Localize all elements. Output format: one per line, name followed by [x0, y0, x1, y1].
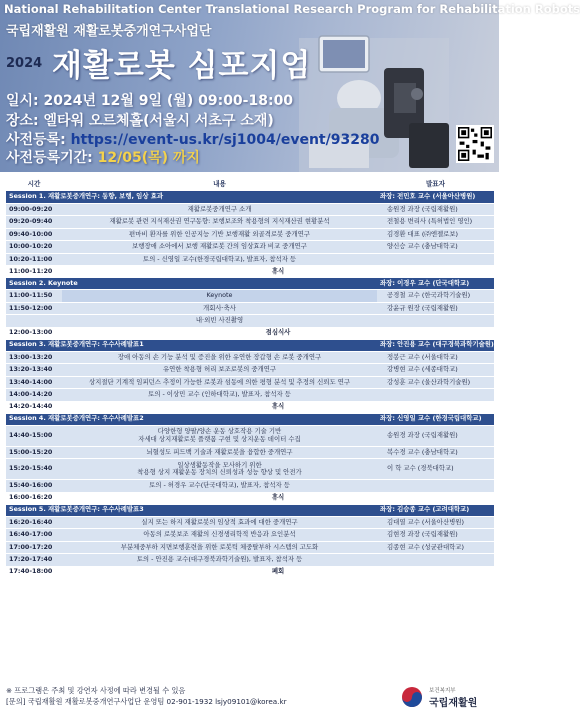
talk-time: 13:00-13:20: [6, 351, 62, 364]
talk-title: 토의 - 신영일 교수(한경국립대학교), 발표자, 참석자 등: [62, 253, 377, 266]
date-value: 2024년 12월 9일 (월) 09:00-18:00: [43, 93, 294, 109]
talk-speaker: 전철용 변리사 (특허법인 영인): [377, 216, 494, 229]
table-row: [6, 480, 494, 493]
talk-title: 재활로봇 관련 지식재산권 연구동향: 보행보조와 착용형의 지식재산권 현황분석: [62, 216, 377, 229]
break-row: [6, 327, 494, 339]
table-row: [6, 389, 494, 402]
talk-speaker: 양신승 교수 (충남대학교): [377, 241, 494, 254]
talk-title: 장애 아동의 손 기능 분석 및 증진을 위한 유연한 장갑형 손 로봇 중개연구: [62, 351, 377, 364]
talk-title: 토의 - 허경우 교수(단국대학교), 발표자, 참석자 등: [62, 480, 377, 493]
session-header-row: [6, 413, 494, 425]
header-speaker: 발표자: [377, 179, 494, 191]
event-title: 재활로봇 심포지엄: [52, 48, 312, 84]
session-chair: 좌장: 전민호 교수 (서울아산병원): [377, 191, 494, 203]
deadline-line: [6, 147, 200, 167]
talk-title: 실지 또는 하지 재활로봇의 임상적 효과에 대한 중개연구: [62, 516, 377, 529]
break-time: 16:00-16:20: [6, 492, 62, 504]
talk-time: 09:00-09:20: [6, 203, 62, 216]
break-row: [6, 266, 494, 278]
deadline-value: 12/05(목) 까지: [97, 150, 200, 166]
talk-title: 다양한형 양팔/양손 운동 상호작용 기술 기반 자세대 상지재활로봇 플랫폼 구현 및 상지운동 데이터 수집: [62, 425, 377, 446]
talk-speaker: [377, 253, 494, 266]
poster-header: [0, 0, 580, 172]
talk-title: 보행장애 소아에서 보행 재활로봇 간의 임상효과 비교 중개연구: [62, 241, 377, 254]
table-row: [6, 315, 494, 328]
talk-time: 14:00-14:20: [6, 389, 62, 402]
deadline-label: 사전등록기간:: [6, 150, 93, 166]
talk-speaker: 정봉근 교수 (서울대학교): [377, 351, 494, 364]
table-row: [6, 554, 494, 567]
organization-name: 국립재활원 재활로봇중개연구사업단: [6, 24, 212, 39]
venue-value: 엘타워 오르체홀(서울시 서초구 소재): [43, 113, 274, 129]
session-chair: 좌장: 김승종 교수 (고려대학교): [377, 504, 494, 516]
table-row: [6, 529, 494, 542]
session-title: Session 3. 재활로봇중개연구: 우수사례발표1: [6, 339, 377, 351]
table-row: [6, 241, 494, 254]
session-chair: 좌장: 이경우 교수 (단국대학교): [377, 278, 494, 290]
session-title: Session 2. Keynote: [6, 278, 377, 290]
talk-speaker: 강병현 교수 (세종대학교): [377, 364, 494, 377]
talk-speaker: 송원경 과장 (국립재활원): [377, 203, 494, 216]
break-label: 휴식: [62, 492, 494, 504]
ministry-name: 보건복지부: [429, 688, 456, 694]
talk-time: 10:20-11:00: [6, 253, 62, 266]
talk-title: Keynote: [62, 290, 377, 303]
registration-link[interactable]: https://event-us.kr/sj1004/event/93280: [70, 132, 380, 148]
talk-speaker: 공경철 교수 (한국과학기술원): [377, 290, 494, 303]
break-label: 휴식: [62, 266, 494, 278]
table-row: [6, 253, 494, 266]
talk-speaker: 강윤규 원장 (국립재활원): [377, 302, 494, 315]
taegeuk-emblem-icon: [401, 686, 423, 708]
qr-code-icon[interactable]: [456, 125, 494, 163]
session-chair: 좌장: 신영일 교수 (한경국립대학교): [377, 413, 494, 425]
registration-line: [6, 129, 379, 149]
event-year: 2024: [6, 56, 43, 71]
table-row: [6, 216, 494, 229]
program-english-name: National Rehabilitation Center Translational Research Program for Rehabilitation Robots: [4, 2, 580, 16]
table-row: [6, 541, 494, 554]
talk-time: 09:20-09:40: [6, 216, 62, 229]
talk-title: 일상생활동작을 모사하기 위한 착용형 상지 재활운동 장치의 신뢰성과 성능 향상 및 안전가: [62, 459, 377, 480]
break-row: [6, 492, 494, 504]
date-line: [6, 90, 293, 110]
break-row: [6, 566, 494, 578]
talk-time: 09:40-10:00: [6, 228, 62, 241]
break-time: 14:20-14:40: [6, 401, 62, 413]
talk-title: 토의 - 안진용 교수(대구경북과학기술원), 발표자, 참석자 등: [62, 554, 377, 567]
rehabilitation-robot-illustration: [289, 28, 459, 172]
table-row: [6, 425, 494, 446]
talk-title: 뇌혈성도 피드백 기술과 재활로봇을 융합한 중개연구: [62, 446, 377, 459]
session-title: Session 1. 재활로봇중개연구: 동향, 보행, 임상 효과: [6, 191, 377, 203]
talk-time: 13:40-14:00: [6, 376, 62, 389]
talk-speaker: 강성훈 교수 (울산과학기술원): [377, 376, 494, 389]
table-row: [6, 203, 494, 216]
break-label: 폐회: [62, 566, 494, 578]
talk-speaker: [377, 315, 494, 328]
table-row: [6, 364, 494, 377]
talk-title: 개회사·축사: [62, 302, 377, 315]
session-header-row: [6, 504, 494, 516]
registration-label: 사전등록:: [6, 132, 66, 148]
break-label: 휴식: [62, 401, 494, 413]
table-row: [6, 516, 494, 529]
table-row: [6, 290, 494, 303]
program-change-note: ※ 프로그램은 주최 및 강연자 사정에 따라 변경될 수 있음: [6, 686, 186, 695]
break-row: [6, 401, 494, 413]
talk-time: 13:20-13:40: [6, 364, 62, 377]
talk-time: 11:00-11:50: [6, 290, 62, 303]
header-content: 내용: [62, 179, 377, 191]
talk-speaker: 송원경 과장 (국립재활원): [377, 425, 494, 446]
session-title: Session 4. 재활로봇중개연구: 우수사례발표2: [6, 413, 377, 425]
table-row: [6, 228, 494, 241]
talk-speaker: 김경환 대표 (㈜엔젤로보): [377, 228, 494, 241]
talk-speaker: 김대열 교수 (서울아산병원): [377, 516, 494, 529]
talk-title: 상지절단 기계적 임피던스 추정이 가능한 로봇과 섬동에 의한 평형 분석 및 추정의 신뢰도 연구: [62, 376, 377, 389]
venue-line: [6, 110, 274, 130]
header-time: 시간: [6, 179, 62, 191]
date-label: 일시:: [6, 93, 39, 109]
talk-speaker: [377, 480, 494, 493]
talk-time: 15:00-15:20: [6, 446, 62, 459]
talk-time: 15:20-15:40: [6, 459, 62, 480]
table-row: [6, 302, 494, 315]
talk-speaker: 김종현 교수 (성균관대학교): [377, 541, 494, 554]
session-header-row: [6, 339, 494, 351]
talk-time: 16:40-17:00: [6, 529, 62, 542]
talk-title: 아동의 로봇보조 재활의 신경생리학적 반응과 요인분석: [62, 529, 377, 542]
talk-time: [6, 315, 62, 328]
talk-speaker: 김현경 과장 (국립재활원): [377, 529, 494, 542]
talk-time: 17:00-17:20: [6, 541, 62, 554]
nrc-logo: [401, 684, 493, 710]
talk-title: 내·외빈 사진촬영: [62, 315, 377, 328]
session-title: Session 5. 재활로봇중개연구: 우수사례발표3: [6, 504, 377, 516]
break-time: 17:40-18:00: [6, 566, 62, 578]
talk-title: 재활로봇중개연구 소개: [62, 203, 377, 216]
talk-time: 16:20-16:40: [6, 516, 62, 529]
talk-speaker: [377, 554, 494, 567]
table-row: [6, 459, 494, 480]
session-header-row: [6, 191, 494, 203]
table-row: [6, 446, 494, 459]
talk-speaker: [377, 389, 494, 402]
break-label: 점심식사: [62, 327, 494, 339]
talk-time: 17:20-17:40: [6, 554, 62, 567]
table-row: [6, 376, 494, 389]
table-header-row: [6, 179, 494, 191]
table-row: [6, 351, 494, 364]
venue-label: 장소:: [6, 113, 39, 129]
talk-title: 편마비 환자를 위한 인공지능 기반 보행재활 외골격로봇 중개연구: [62, 228, 377, 241]
session-header-row: [6, 278, 494, 290]
talk-time: 10:00-10:20: [6, 241, 62, 254]
talk-time: 14:40-15:00: [6, 425, 62, 446]
schedule-table: [6, 179, 494, 579]
talk-title: 유연한 착용형 허리 보조로봇의 중개연구: [62, 364, 377, 377]
talk-title: 부분체중부하 지면보행훈련을 위한 로봇틱 체중탈부하 시스템의 고도화: [62, 541, 377, 554]
talk-time: 15:40-16:00: [6, 480, 62, 493]
session-chair: 좌장: 안진용 교수 (대구경북과학기술원): [377, 339, 494, 351]
talk-speaker: 이 학 교수 (경북대학교): [377, 459, 494, 480]
break-time: 11:00-11:20: [6, 266, 62, 278]
contact-info: [문의] 국립재활원 재활로봇중개연구사업단 운영팀 02-901-1932 lsjy09101@korea.kr: [6, 697, 287, 706]
qr-code-pattern: [458, 127, 492, 161]
talk-time: 11:50-12:00: [6, 302, 62, 315]
talk-speaker: 복수경 교수 (충남대학교): [377, 446, 494, 459]
talk-title: 토의 - 이상민 교수 (인하대학교), 발표자, 참석자 등: [62, 389, 377, 402]
logo-name: 국립재활원: [429, 698, 478, 709]
break-time: 12:00-13:00: [6, 327, 62, 339]
schedule-body: [6, 191, 494, 578]
